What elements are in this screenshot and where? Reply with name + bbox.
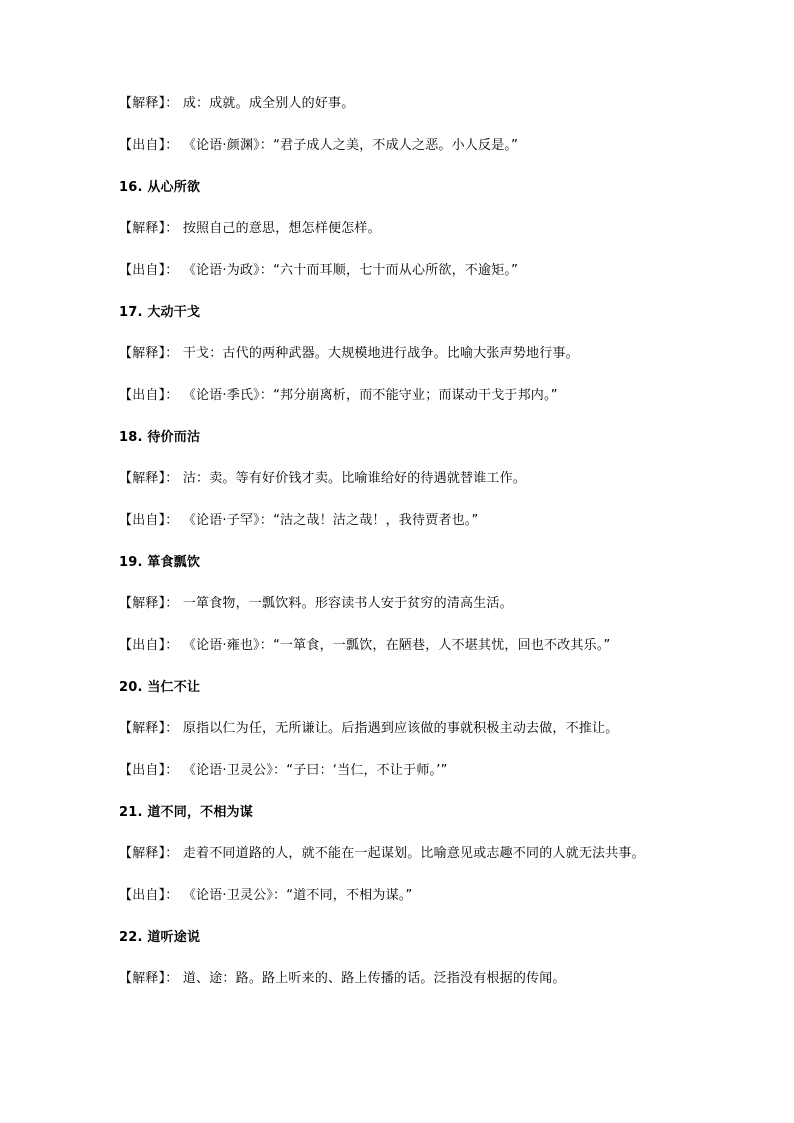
entry-heading: 16. 从心所欲 <box>119 180 201 195</box>
explanation-line: 【解释】： 成：成就。成全别人的好事。 <box>119 96 355 111</box>
entry-heading: 20. 当仁不让 <box>119 680 201 695</box>
source-line: 【出自】： 《论语·卫灵公》：“子曰：‘当仁，不让于师。’” <box>119 763 448 778</box>
explanation-line: 【解释】： 走着不同道路的人，就不能在一起谋划。比喻意见或志趣不同的人就无法共事。 <box>119 846 645 861</box>
entry-heading: 19. 箪食瓢饮 <box>119 555 201 570</box>
explanation-line: 【解释】： 干戈：古代的两种武器。大规模地进行战争。比喻大张声势地行事。 <box>119 346 579 361</box>
source-line: 【出自】： 《论语·子罕》：“沽之哉！沽之哉！，我待贾者也。” <box>119 513 479 528</box>
source-line: 【出自】： 《论语·季氏》：“邦分崩离析，而不能守业；而谋动干戈于邦内。” <box>119 388 558 403</box>
explanation-line: 【解释】： 按照自己的意思，想怎样便怎样。 <box>119 221 381 236</box>
source-line: 【出自】： 《论语·雍也》：“一箪食，一瓢饮，在陋巷，人不堪其忧，回也不改其乐。” <box>119 638 611 653</box>
entry-heading: 18. 待价而沽 <box>119 430 201 445</box>
entry-heading: 21. 道不同，不相为谋 <box>119 805 253 820</box>
source-line: 【出自】： 《论语·颜渊》：“君子成人之美，不成人之恶。小人反是。” <box>119 138 519 153</box>
explanation-line: 【解释】： 一箪食物，一瓢饮料。形容读书人安于贫穷的清高生活。 <box>119 596 513 611</box>
explanation-line: 【解释】： 原指以仁为任，无所谦让。后指遇到应该做的事就积极主动去做，不推让。 <box>119 721 619 736</box>
explanation-line: 【解释】： 道、途：路。路上听来的、路上传播的话。泛指没有根据的传闻。 <box>119 971 566 986</box>
entry-heading: 17. 大动干戈 <box>119 305 201 320</box>
entry-heading: 22. 道听途说 <box>119 930 201 945</box>
explanation-line: 【解释】： 沽：卖。等有好价钱才卖。比喻谁给好的待遇就替谁工作。 <box>119 471 527 486</box>
source-line: 【出自】： 《论语·为政》：“六十而耳顺，七十而从心所欲，不逾矩。” <box>119 263 519 278</box>
source-line: 【出自】： 《论语·卫灵公》：“道不同，不相为谋。” <box>119 888 413 903</box>
